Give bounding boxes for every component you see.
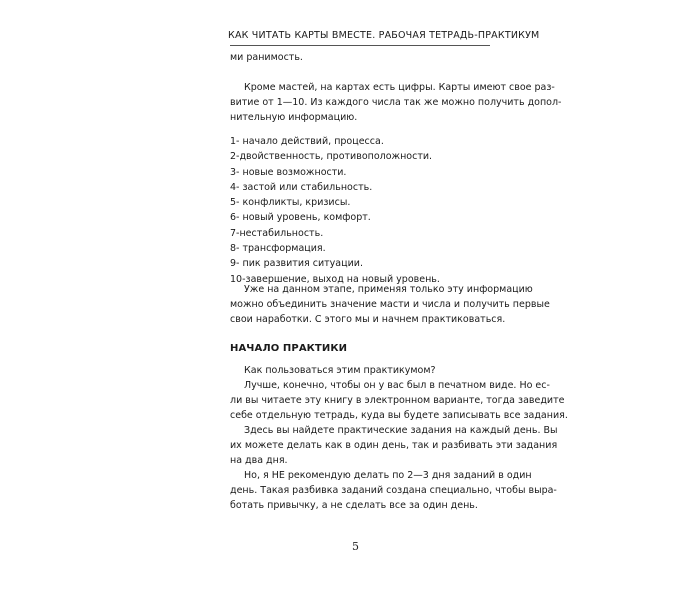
running-header: КАК ЧИТАТЬ КАРТЫ ВМЕСТЕ. РАБОЧАЯ ТЕТРАДЬ-ПРАКТИКУМ bbox=[228, 30, 540, 41]
text-line: Здесь вы найдете практические задания на каждый день. Вы bbox=[244, 425, 558, 436]
text-line: на два дня. bbox=[230, 455, 288, 466]
list-item: 9- пик развития ситуации. bbox=[230, 258, 363, 270]
list-item: 7-нестабильность. bbox=[230, 227, 324, 239]
text-line: себе отдельную тетрадь, куда вы будете записывать все задания. bbox=[230, 410, 568, 421]
page-number: 5 bbox=[352, 540, 359, 553]
list-item: 4- застой или стабильность. bbox=[230, 181, 373, 193]
list-item: 3- новые возможности. bbox=[230, 166, 347, 178]
number-meaning-list bbox=[230, 134, 440, 287]
practice-paragraph-1 bbox=[230, 363, 492, 378]
list-item: 2-двойственность, противоположности. bbox=[230, 151, 433, 163]
paragraph-numbers bbox=[230, 80, 562, 125]
text-line: их можете делать как в один день, так и разбивать эти задания bbox=[230, 440, 558, 451]
text-line: ли вы читаете эту книгу в электронном варианте, тогда заведите bbox=[230, 395, 565, 406]
text-line: витие от 1—10. Из каждого числа так же можно получить допол- bbox=[230, 97, 562, 108]
text-line: день. Такая разбивка заданий создана специально, чтобы выра- bbox=[230, 485, 557, 496]
header-rule bbox=[230, 45, 490, 46]
practice-paragraph-3 bbox=[230, 423, 558, 468]
list-item: 8- трансформация. bbox=[230, 243, 326, 255]
list-item: 1- начало действий, процесса. bbox=[230, 136, 384, 147]
list-item: 5- конфликты, кризисы. bbox=[230, 197, 351, 209]
list-item: 10-завершение, выход на новый уровень. bbox=[230, 273, 440, 285]
practice-paragraph-4 bbox=[230, 468, 557, 513]
text-line: Как пользоваться этим практикумом? bbox=[244, 365, 436, 376]
text-line: Кроме мастей, на картах есть цифры. Карты имеют свое раз- bbox=[244, 82, 555, 93]
text-line: свои наработки. С этого мы и начнем практиковаться. bbox=[230, 314, 506, 325]
section-heading: НАЧАЛО ПРАКТИКИ bbox=[230, 343, 348, 354]
text-line: ботать привычку, а не сделать все за один день. bbox=[230, 500, 478, 511]
text-line: Но, я НЕ рекомендую делать по 2—3 дня заданий в один bbox=[244, 470, 532, 481]
text-line: Лучше, конечно, чтобы он у вас был в печатном виде. Но ес- bbox=[244, 380, 550, 391]
text-line: Уже на данном этапе, применяя только эту информацию bbox=[244, 284, 533, 295]
paragraph-combine bbox=[230, 282, 550, 327]
text-line: ми ранимость. bbox=[230, 52, 303, 63]
intro-fragment-block bbox=[230, 50, 492, 65]
text-line: можно объединить значение масти и числа и получить первые bbox=[230, 299, 550, 310]
practice-paragraph-2 bbox=[230, 378, 568, 423]
text-line: нительную информацию. bbox=[230, 112, 358, 123]
list-item: 6- новый уровень, комфорт. bbox=[230, 212, 371, 224]
